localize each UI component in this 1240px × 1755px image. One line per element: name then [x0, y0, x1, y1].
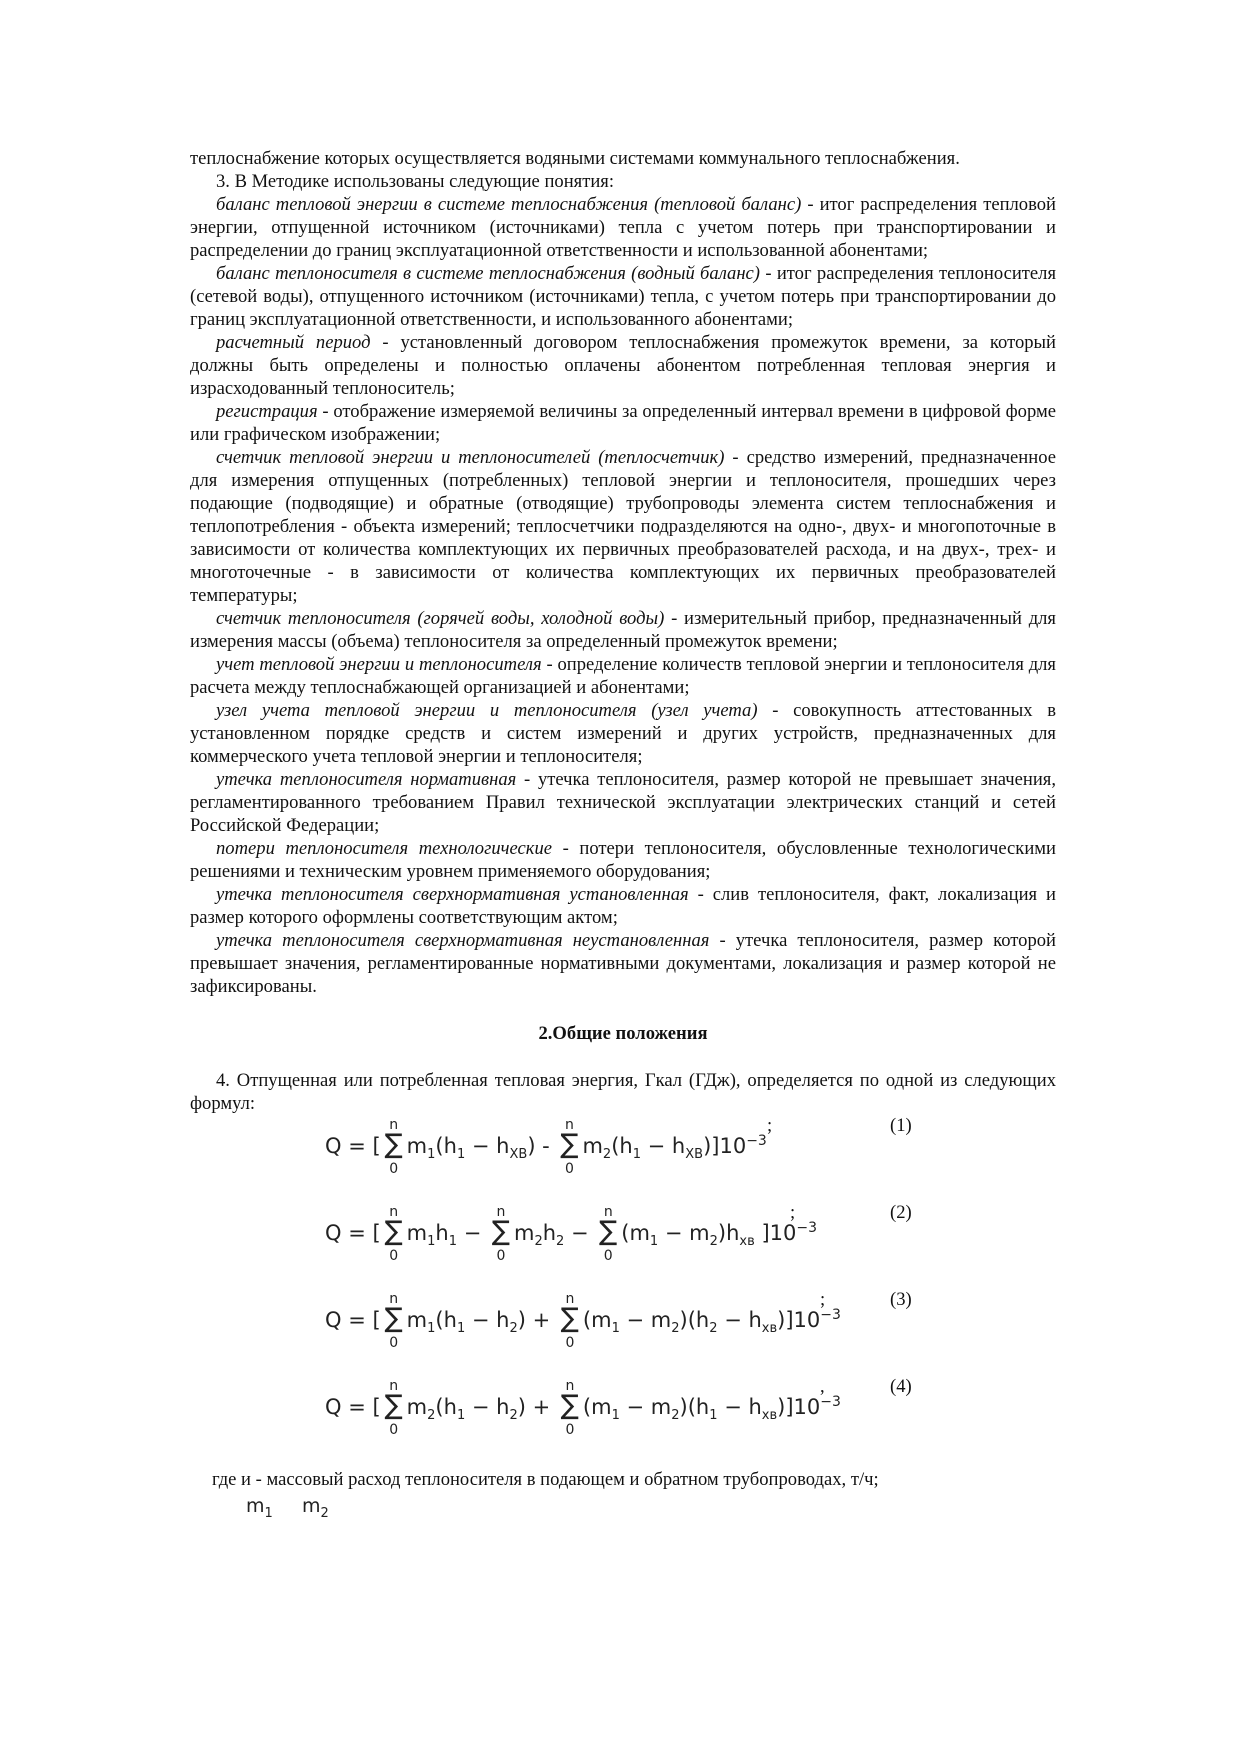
definition-paragraph: [190, 331, 1056, 400]
formula-3-separator: ;: [820, 1289, 826, 1310]
definition-text: - итог распределения тепловой энергии, отпущенной источником (источниками) тепла с учетом потерь при транспортировании и распределении до границ эксплуатационной ответственности и использованной абонентами;: [190, 194, 1056, 261]
definition-text: - совокупность аттестованных в установленном порядке средств и систем измерений и других устройств, предназначенных для коммерческого учета тепловой энергии и теплоносителя;: [190, 700, 1057, 767]
definition-term: счетчик теплоносителя (горячей воды, холодной воды): [216, 608, 665, 629]
formula-3-expression: Q = [ n ∑ 0 $m_1(h_1 - h_2)$ + n ∑ 0 $(m_1 - m_2)(h_2 - h_{хв})]10^{-3}$: [325, 1291, 841, 1351]
definition-text: - измерительный прибор, предназначенный для измерения массы (объема) теплоносителя за определенный промежуток времени;: [190, 608, 1056, 652]
formula-4-expression: Q = [ n ∑ 0 $m_2(h_1 - h_2)$ + n ∑ 0 $(m_1 - m_2)(h_1 - h_{хв})]10^{-3}$: [325, 1378, 841, 1438]
formula-1-expression: Q = [ n ∑ 0 $m_1(h_1 - h_{ХВ})$ - n ∑ 0 $m_2(h_1 - h_{ХВ})]10^{-3}$: [325, 1117, 767, 1177]
definition-text: - средство измерений, предназначенное для измерения отпущенных (потребленных) тепловой энергии и теплоносителя, прошедших через подающие (подводящие) и обратные (отводящие) трубопроводы элемента систем теплоснабжения и теплопотребления - объекта измерений; теплосчетчики подразделяются на одно-, двух- и многопоточные в зависимости от количества комплектующих их первичных преобразователей расхода, и на двух-, трех- и многоточечные - в зависимости от количества комплектующих их первичных преобразователей температуры;: [190, 447, 1056, 606]
where-clause: [190, 1469, 1056, 1519]
definition-paragraph: [190, 837, 1056, 883]
definition-term: учет тепловой энергии и теплоносителя: [216, 654, 542, 675]
definition-text: - отображение измеряемой величины за определенный интервал времени в цифровой форме или графическом изображении;: [190, 401, 1056, 445]
definition-text: - слив теплоносителя, факт, локализация и размер которого оформлены соответствующим актом;: [190, 884, 1056, 928]
formula-2-separator: ;: [790, 1202, 796, 1223]
definition-text: - утечка теплоносителя, размер которой превышает значения, регламентированные нормативными документами, локализация и размер которой не зафиксированы.: [190, 930, 1056, 997]
definition-term: утечка теплоносителя сверхнормативная установленная: [216, 884, 689, 905]
definition-text: - установленный договором теплоснабжения промежуток времени, за который должны быть определены и полностью оплачены абонентом потребленная тепловая энергия и израсходованный теплоноситель;: [190, 332, 1056, 399]
formula-4: [190, 1376, 1056, 1463]
definition-term: регистрация: [216, 401, 318, 422]
formula-3-number: (3): [890, 1289, 912, 1310]
where-text: где и - массовый расход теплоносителя в подающем и обратном трубопроводах, т/ч;: [212, 1469, 879, 1490]
definition-text: 3. В Методике использованы следующие понятия:: [216, 171, 614, 192]
definition-term: счетчик тепловой энергии и теплоносителей (теплосчетчик): [216, 447, 725, 468]
definition-term: утечка теплоносителя сверхнормативная неустановленная: [216, 930, 710, 951]
definition-term: потери теплоносителя технологические: [216, 838, 553, 859]
definition-paragraph: [190, 768, 1056, 837]
m2-symbol: $m_2$: [302, 1495, 329, 1521]
definition-text: - итог распределения теплоносителя (сетевой воды), отпущенного источником (источниками) тепла, с учетом потерь при транспортировании до границ эксплуатационной ответственности, и использованного абонентами;: [190, 263, 1057, 330]
definition-paragraph: [190, 607, 1056, 653]
definition-paragraph: [190, 446, 1056, 607]
formula-1-separator: ;: [767, 1115, 773, 1136]
definition-text: - потери теплоносителя, обусловленные технологическими решениями и техническим уровнем применяемого оборудования;: [190, 838, 1057, 882]
definition-paragraph: [190, 262, 1056, 331]
definition-paragraph: [190, 883, 1056, 929]
definition-text: - утечка теплоносителя, размер которой не превышает значения, регламентированного требованием Правил технической эксплуатации электрических станций и сетей Российской Федерации;: [190, 769, 1056, 836]
definitions-list: [190, 147, 1056, 998]
definition-paragraph: [190, 400, 1056, 446]
formula-1: [190, 1115, 1056, 1202]
definition-paragraph: [190, 193, 1056, 262]
definition-text: - определение количеств тепловой энергии и теплоносителя для расчета между теплоснабжающей организацией и абонентами;: [190, 654, 1056, 698]
definition-term: расчетный период: [216, 332, 371, 353]
document-page: [190, 147, 1056, 1519]
intro-paragraph: 4. Отпущенная или потребленная тепловая энергия, Гкал (ГДж), определяется по одной из следующих формул:: [190, 1070, 1056, 1114]
definition-text: теплоснабжение которых осуществляется водяными системами коммунального теплоснабжения.: [190, 148, 960, 169]
formula-2-number: (2): [890, 1202, 912, 1223]
section-title: 2.Общие положения: [538, 1023, 708, 1044]
formula-3: [190, 1289, 1056, 1376]
formula-4-number: (4): [890, 1376, 912, 1397]
definition-term: узел учета тепловой энергии и теплоносителя (узел учета): [216, 700, 758, 721]
m1-symbol: $m_1$: [246, 1495, 273, 1521]
definition-term: утечка теплоносителя нормативная: [216, 769, 517, 790]
definition-paragraph: [190, 653, 1056, 699]
formula-1-number: (1): [890, 1115, 912, 1136]
formula-2: [190, 1202, 1056, 1289]
definition-paragraph: [190, 699, 1056, 768]
definition-paragraph: [190, 147, 1056, 170]
definition-paragraph: [190, 929, 1056, 998]
definition-term: баланс тепловой энергии в системе теплоснабжения (тепловой баланс): [216, 194, 802, 215]
definition-term: баланс теплоносителя в системе теплоснабжения (водный баланс): [216, 263, 761, 284]
definition-paragraph: [190, 170, 1056, 193]
formula-2-expression: Q = [ n ∑ 0 $m_1h_1$ − n ∑ 0 $m_2h_2$ − n ∑ 0 $(m_1 - m_2)h_{хв}$ ]$10^{-3}$: [325, 1204, 817, 1264]
formula-4-separator: ,: [820, 1376, 825, 1397]
